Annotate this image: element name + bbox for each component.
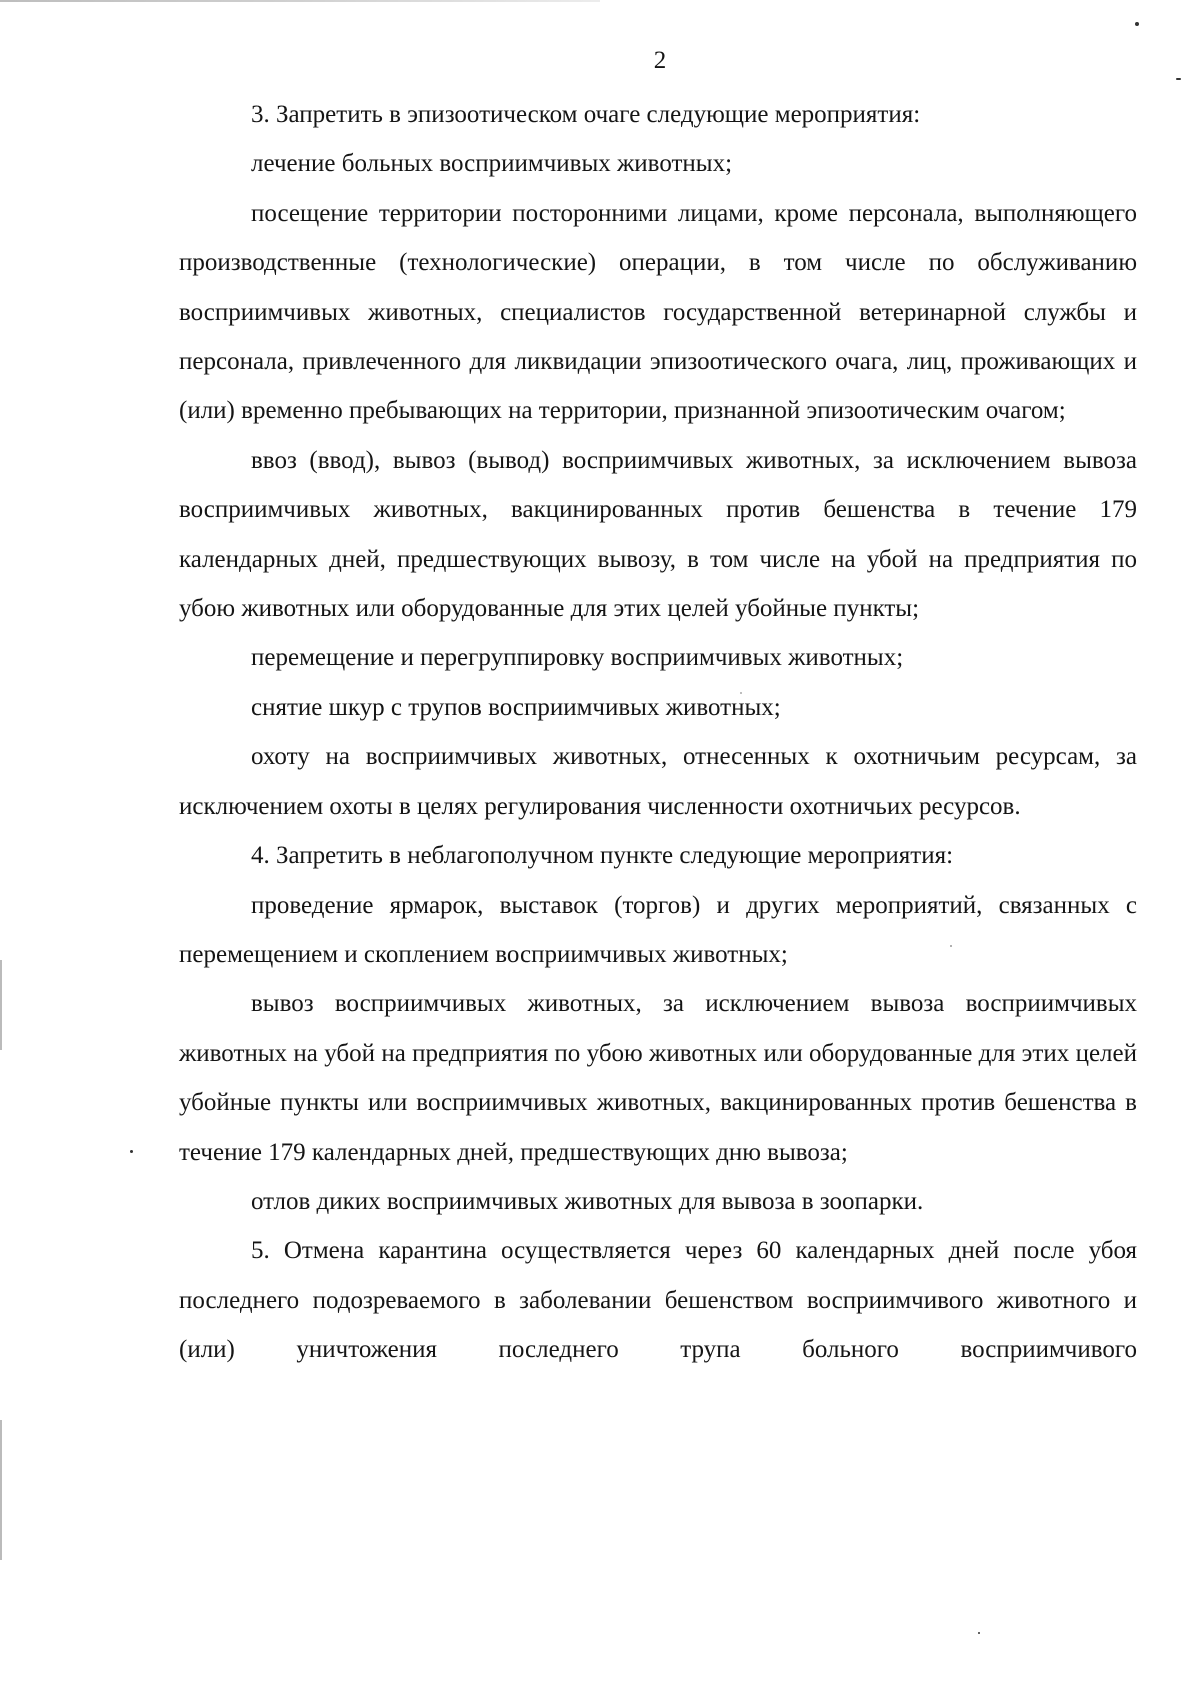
- margin-scan-mark: [0, 960, 2, 1050]
- scan-speck: [1135, 22, 1139, 26]
- paragraph-fairs: проведение ярмарок, выставок (торгов) и других мероприятий, связанных с перемещением и скоплением восприимчивых животных;: [179, 891, 1137, 968]
- paragraph-export: вывоз восприимчивых животных, за исключением вывоза восприимчивых животных на убой на предприятия по убою животных или оборудованные для этих целей убойные пункты или восприимчивых животных, вакцинированных против бешенства в течение 179 календарных дней, предшествующих дню вывоза;: [179, 990, 1137, 1166]
- page-number: 2: [653, 47, 667, 74]
- document-body: [179, 90, 1137, 1375]
- paragraph-skinning: снятие шкур с трупов восприимчивых животных;: [251, 693, 781, 721]
- paragraph-hunting: охоту на восприимчивых животных, отнесенных к охотничьим ресурсам, за исключением охоты в целях регулирования численности охотничьих ресурсов.: [179, 743, 1137, 820]
- scan-speck: [950, 945, 952, 947]
- paragraph-4-heading: 4. Запретить в неблагополучном пункте следующие мероприятия:: [251, 842, 954, 870]
- scan-speck: [130, 1150, 133, 1153]
- paragraph-treatment: лечение больных восприимчивых животных;: [251, 150, 733, 178]
- scan-speck: [978, 1632, 980, 1634]
- paragraph-visits: посещение территории посторонними лицами, кроме персонала, выполняющего производственные (технологические) операции, в том числе по обслуживанию восприимчивых животных, специалистов государственной ветеринарной службы и персонала, привлеченного для ликвидации эпизоотического очага, лиц, проживающих и (или) временно пребывающих на территории, признанной эпизоотическим очагом;: [179, 199, 1137, 425]
- margin-scan-mark: [0, 1420, 2, 1560]
- paragraph-movement: перемещение и перегруппировку восприимчивых животных;: [251, 644, 904, 672]
- scan-speck: [740, 692, 742, 694]
- scan-edge-line: [0, 0, 600, 2]
- paragraph-3-heading: 3. Запретить в эпизоотическом очаге следующие мероприятия:: [251, 101, 921, 128]
- paragraph-capture: отлов диких восприимчивых животных для вывоза в зоопарки.: [251, 1187, 924, 1215]
- scan-speck: [1176, 78, 1181, 80]
- paragraph-import-export: ввоз (ввод), вывоз (вывод) восприимчивых животных, за исключением вывоза восприимчивых животных, вакцинированных против бешенства в течение 179 календарных дней, предшествующих вывозу, в том числе на убой на предприятия по убою животных или оборудованные для этих целей убойные пункты;: [179, 446, 1137, 623]
- paragraph-5-quarantine: 5. Отмена карантина осуществляется через 60 календарных дней после убоя последнего подозреваемого в заболевании бешенством восприимчивого животного и (или) уничтожения последнего трупа больного восприимчивого: [179, 1237, 1137, 1364]
